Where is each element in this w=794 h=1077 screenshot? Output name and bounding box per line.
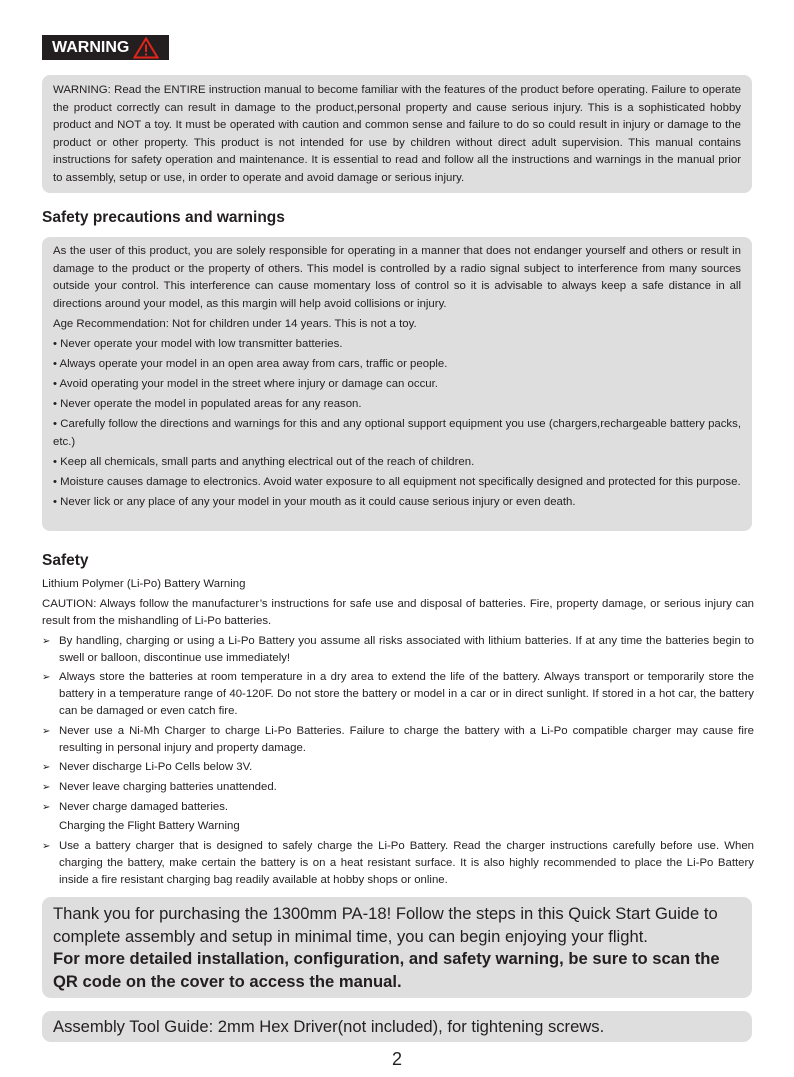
caution-text: CAUTION: Always follow the manufacturer’s instructions for safe use and disposal of batteries. Fire, property damage, or serious injury can result from the mishandling of Li-Po batteries. (42, 598, 754, 627)
arrow-bullet-icon: ➢ (42, 762, 51, 774)
thank-you-text: Thank you for purchasing the 1300mm PA-18! Follow the steps in this Quick Start Guide to complete assembly and setup in minimal time, you can begin enjoying your flight. (53, 904, 718, 946)
arrow-bullet-icon: ➢ (42, 725, 51, 737)
arrow-bullet-icon: ➢ (42, 781, 51, 793)
precautions-panel (42, 237, 752, 531)
arrow-bullet-icon: ➢ (42, 635, 51, 647)
list-item (42, 799, 754, 816)
list-item-text: Never charge damaged batteries. (59, 800, 229, 813)
list-item: • Carefully follow the directions and warnings for this and any optional support equipment you use (chargers,rechargeable battery packs, etc.) (53, 418, 741, 448)
assembly-tool-text: Assembly Tool Guide: 2mm Hex Driver(not included), for tightening screws. (53, 1017, 605, 1036)
list-item: • Always operate your model in an open area away from cars, traffic or people. (53, 358, 448, 371)
list-item: • Keep all chemicals, small parts and anything electrical out of the reach of children. (53, 456, 475, 469)
list-item: • Never operate the model in populated areas for any reason. (53, 398, 362, 411)
battery-warning-subheading: Lithium Polymer (Li-Po) Battery Warning (42, 578, 246, 590)
list-item (42, 759, 754, 776)
age-recommendation: Age Recommendation: Not for children under 14 years. This is not a toy. (53, 317, 417, 330)
warning-banner (42, 35, 169, 60)
qr-code-notice: For more detailed installation, configuration, and safety warning, be sure to scan the QR code on the cover to access the manual. (53, 949, 720, 991)
list-item (42, 723, 754, 757)
list-item (42, 838, 754, 889)
arrow-bullet-icon: ➢ (42, 801, 51, 813)
battery-warning-list (42, 633, 754, 889)
list-item: • Avoid operating your model in the street where injury or damage can occur. (53, 378, 438, 391)
warning-text: WARNING: Read the ENTIRE instruction manual to become familiar with the features of the product before operating. Failure to operate the product correctly can result in damage to the product,personal property and cause serious injury. This is a sophisticated hobby product and NOT a toy. It must be operated with caution and common sense and failure to do so could result in injury or damage to the product or other property. This product is not intended for use by children without direct adult supervision. This manual contains instructions for safety operation and maintenance. It is essential to read and follow all the instructions and warnings in the manual prior to assembly, setup or use, in order to operate and avoid damage or serious injury. (53, 84, 741, 184)
list-item (42, 779, 754, 796)
flight-battery-heading (42, 818, 754, 835)
arrow-bullet-icon: ➢ (42, 672, 51, 684)
list-item-text: Use a battery charger that is designed to safely charge the Li-Po Battery. Read the charger instructions carefully before use. When charging the battery, make certain the battery is on a heat resistant surface. It is also highly recommended to place the Li-Po Battery inside a fire resistant charging bag readily available at hobby shops or online. (59, 839, 754, 886)
precautions-intro: As the user of this product, you are solely responsible for operating in a manner that does not endanger yourself and others or result in damage to the product or the property of others. This model is controlled by a radio signal subject to interference from many sources outside your control. This interference can cause momentary loss of control so it is advisable to always keep a safe distance in all directions around your model, as this margin will help avoid collisions or injury. (53, 245, 741, 310)
thank-you-panel (42, 897, 752, 998)
arrow-bullet-icon: ➢ (42, 840, 51, 852)
list-item (42, 669, 754, 720)
assembly-tool-panel (42, 1011, 752, 1042)
warning-triangle-icon (133, 37, 159, 59)
list-item-text: By handling, charging or using a Li-Po Battery you assume all risks associated with lithium batteries. If at any time the batteries begin to swell or balloon, discontinue use immediately! (59, 634, 754, 664)
list-item (42, 633, 754, 667)
list-item-text: Never use a Ni-Mh Charger to charge Li-Po Batteries. Failure to charge the battery with a Li-Po compatible charger may cause fire resulting in personal injury and property damage. (59, 724, 754, 754)
page-number: 2 (391, 1049, 402, 1069)
precautions-heading: Safety precautions and warnings (42, 209, 285, 226)
flight-battery-heading-text: Charging the Flight Battery Warning (59, 820, 240, 833)
list-item-text: Always store the batteries at room temperature in a dry area to extend the life of the battery. Always transport or temporarily store the battery in a temperature range of 40-120F. Do not store the battery or model in a car or in direct sunlight. If stored in a hot car, the battery can be damaged or even catch fire. (59, 671, 754, 718)
warning-panel (42, 75, 752, 193)
safety-heading: Safety (42, 552, 89, 569)
list-item: • Moisture causes damage to electronics. Avoid water exposure to all equipment not specifically designed and protected for this purpose. (53, 476, 741, 489)
list-item: • Never operate your model with low transmitter batteries. (53, 337, 343, 350)
list-item: • Never lick or any place of any your model in your mouth as it could cause serious injury or even death. (53, 496, 576, 509)
warning-banner-label: WARNING (52, 38, 130, 56)
list-item-text: Never leave charging batteries unattended. (59, 780, 277, 793)
list-item-text: Never discharge Li-Po Cells below 3V. (59, 761, 253, 774)
safety-body (42, 576, 754, 889)
